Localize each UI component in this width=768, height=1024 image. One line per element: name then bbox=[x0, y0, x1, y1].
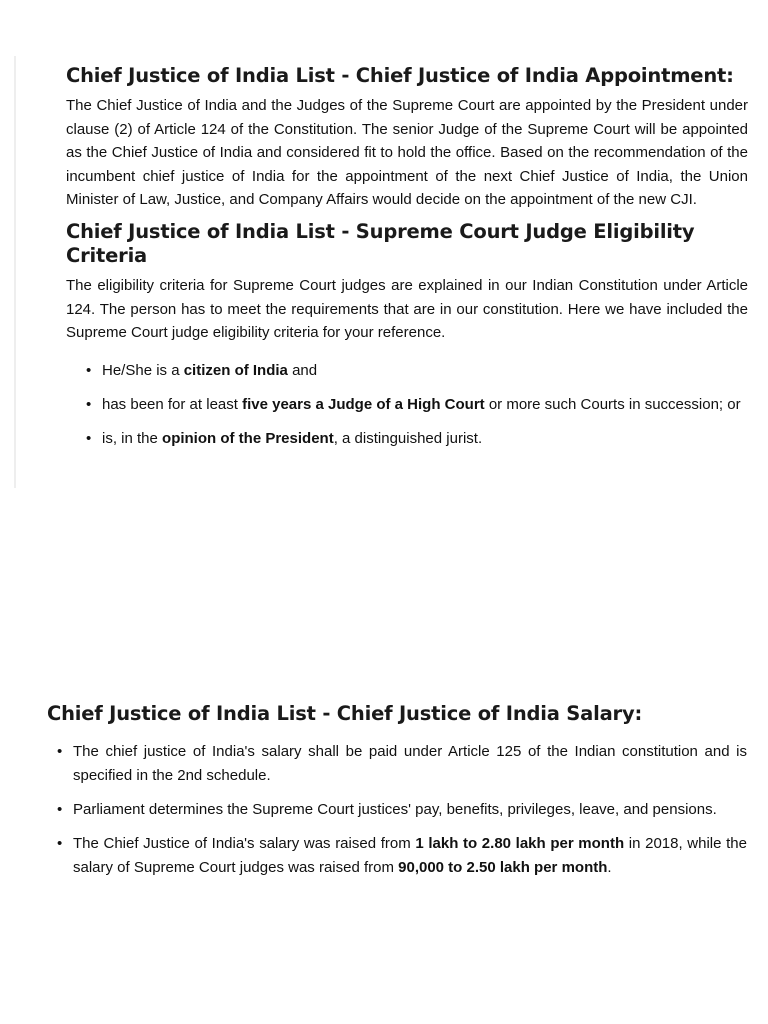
eligibility-item-jurist: • is, in the opinion of the President, a distinguished jurist. bbox=[86, 427, 748, 451]
bullet-icon: • bbox=[86, 395, 92, 413]
bullet-icon: • bbox=[57, 835, 63, 852]
salary-item-raise: • The Chief Justice of India's salary was raised from 1 lakh to 2.80 lakh per month in 2018, while the salary of Supreme Court judges was raised from 90,000 to 2.50 lakh per month. bbox=[57, 832, 747, 880]
eligibility-paragraph: The eligibility criteria for Supreme Court judges are explained in our Indian Constitution under Article 124. The person has to meet the requirements that are in our constitution. Here we have included the Supreme Court judge eligibility criteria for your reference. bbox=[66, 276, 748, 342]
eligibility-item-citizen: • He/She is a citizen of India and bbox=[86, 359, 748, 383]
eligibility-list bbox=[66, 359, 748, 451]
salary-item-article-125: • The chief justice of India's salary shall be paid under Article 125 of the Indian constitution and is specified in the 2nd schedule. bbox=[57, 740, 747, 788]
salary-section bbox=[47, 702, 747, 890]
salary-list bbox=[47, 740, 747, 880]
eligibility-heading: Chief Justice of India List - Supreme Court Judge Eligibility Criteria bbox=[66, 219, 695, 267]
eligibility-item-high-court: • has been for at least five years a Judge of a High Court or more such Courts in succession; or bbox=[86, 393, 748, 417]
bullet-icon: • bbox=[86, 429, 92, 447]
appointment-eligibility-section bbox=[14, 56, 748, 488]
bullet-icon: • bbox=[57, 801, 63, 818]
salary-item-parliament: • Parliament determines the Supreme Court justices' pay, benefits, privileges, leave, and pensions. bbox=[57, 798, 747, 822]
bullet-icon: • bbox=[57, 743, 63, 760]
appointment-heading: Chief Justice of India List - Chief Justice of India Appointment: bbox=[66, 64, 734, 87]
bullet-icon: • bbox=[86, 361, 92, 379]
appointment-paragraph: The Chief Justice of India and the Judges of the Supreme Court are appointed by the President under clause (2) of Article 124 of the Constitution. The senior Judge of the Supreme Court will be appointed as the Chief Justice of India and considered fit to hold the office. Based on the recommendation of the incumbent chief justice of India for the appointment of the next Chief Justice of India, the Union Minister of Law, Justice, and Company Affairs would decide on the appointment of the new CJI. bbox=[66, 97, 748, 209]
salary-heading: Chief Justice of India List - Chief Justice of India Salary: bbox=[47, 702, 643, 725]
